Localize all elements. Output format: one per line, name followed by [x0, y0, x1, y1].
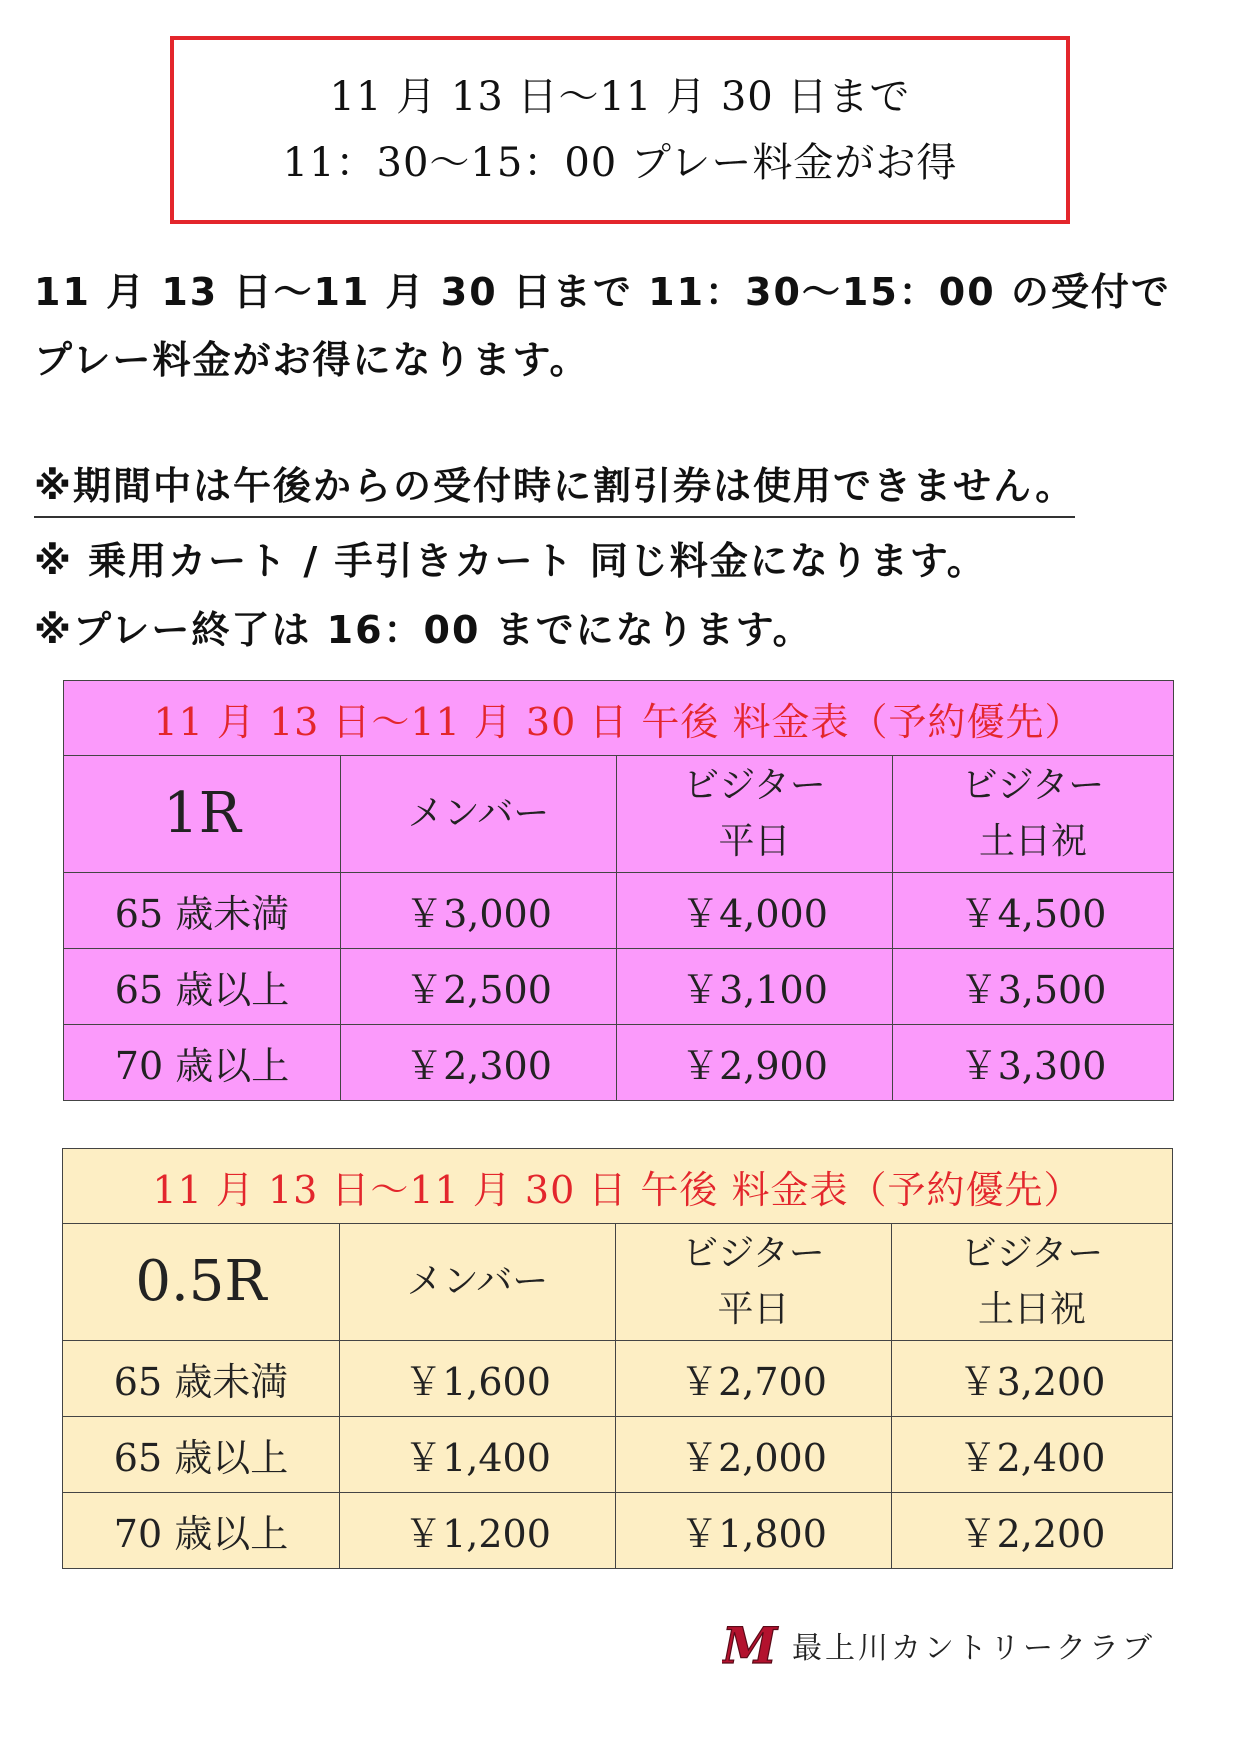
- price-member: ￥1,200: [340, 1493, 616, 1569]
- table-row: [63, 1493, 1173, 1569]
- note-discount-ticket: ※期間中は午後からの受付時に割引券は使用できません。: [34, 456, 1075, 518]
- column-header-line: ビジター: [960, 1233, 1104, 1274]
- note-cart: ※ 乗用カート / 手引きカート 同じ料金になります。: [34, 539, 987, 583]
- price-visitor-weekday: ￥1,800: [616, 1493, 892, 1569]
- column-header-visitor-weekday: [616, 1224, 892, 1341]
- headline-line-2: 11：30〜15：00 プレー料金がお得: [282, 140, 958, 186]
- price-member: ￥3,000: [341, 873, 617, 949]
- table-row: [64, 949, 1174, 1025]
- club-footer: [722, 1619, 1155, 1671]
- price-member: ￥2,500: [341, 949, 617, 1025]
- price-visitor-holiday: ￥4,500: [893, 873, 1174, 949]
- row-label: 70 歳以上: [63, 1493, 340, 1569]
- price-visitor-weekday: ￥4,000: [617, 873, 893, 949]
- column-header-line: 土日祝: [977, 1289, 1086, 1330]
- price-table-half-round: [62, 1148, 1173, 1569]
- column-header-line: 平日: [718, 821, 791, 862]
- price-member: ￥2,300: [341, 1025, 617, 1101]
- price-visitor-holiday: ￥3,200: [892, 1341, 1173, 1417]
- table-row: [63, 1341, 1173, 1417]
- table-row: [63, 1417, 1173, 1493]
- row-label: 65 歳未満: [63, 1341, 340, 1417]
- table-title: 11 月 13 日〜11 月 30 日 午後 料金表（予約優先）: [63, 1149, 1173, 1224]
- column-header-member: メンバー: [340, 1224, 616, 1341]
- column-header-line: 平日: [717, 1289, 790, 1330]
- column-header-visitor-weekday: [617, 756, 893, 873]
- round-label: 1R: [64, 756, 341, 873]
- row-label: 70 歳以上: [64, 1025, 341, 1101]
- column-header-visitor-holiday: [893, 756, 1174, 873]
- column-header-member: メンバー: [341, 756, 617, 873]
- table-row: [64, 873, 1174, 949]
- club-logo-icon: [722, 1619, 780, 1671]
- column-header-line: 土日祝: [978, 821, 1087, 862]
- svg-text:M: M: [722, 1619, 780, 1671]
- price-member: ￥1,600: [340, 1341, 616, 1417]
- price-visitor-weekday: ￥2,700: [616, 1341, 892, 1417]
- table-title: 11 月 13 日〜11 月 30 日 午後 料金表（予約優先）: [64, 681, 1174, 756]
- intro-line-2: プレー料金がお得になります。: [34, 338, 590, 382]
- price-visitor-weekday: ￥2,900: [617, 1025, 893, 1101]
- club-name: 最上川カントリークラブ: [792, 1631, 1155, 1666]
- price-visitor-holiday: ￥2,200: [892, 1493, 1173, 1569]
- price-visitor-weekday: ￥2,000: [616, 1417, 892, 1493]
- price-visitor-holiday: ￥3,500: [893, 949, 1174, 1025]
- intro-text: [34, 258, 1214, 394]
- price-visitor-weekday: ￥3,100: [617, 949, 893, 1025]
- row-label: 65 歳未満: [64, 873, 341, 949]
- column-header-visitor-holiday: [892, 1224, 1173, 1341]
- column-header-line: ビジター: [961, 765, 1105, 806]
- price-visitor-holiday: ￥3,300: [893, 1025, 1174, 1101]
- headline-line-1: 11 月 13 日〜11 月 30 日まで: [329, 74, 911, 120]
- price-visitor-holiday: ￥2,400: [892, 1417, 1173, 1493]
- price-table-1r: [63, 680, 1174, 1101]
- column-header-line: ビジター: [683, 765, 826, 806]
- intro-line-1: 11 月 13 日〜11 月 30 日まで 11：30〜15：00 の受付で: [34, 270, 1171, 314]
- headline-box: [170, 36, 1070, 224]
- row-label: 65 歳以上: [63, 1417, 340, 1493]
- round-label: 0.5R: [63, 1224, 340, 1341]
- notes-list: [34, 452, 1224, 665]
- column-header-line: ビジター: [682, 1233, 825, 1274]
- row-label: 65 歳以上: [64, 949, 341, 1025]
- table-row: [64, 1025, 1174, 1101]
- note-play-end: ※プレー終了は 16：00 までになります。: [34, 608, 813, 652]
- price-member: ￥1,400: [340, 1417, 616, 1493]
